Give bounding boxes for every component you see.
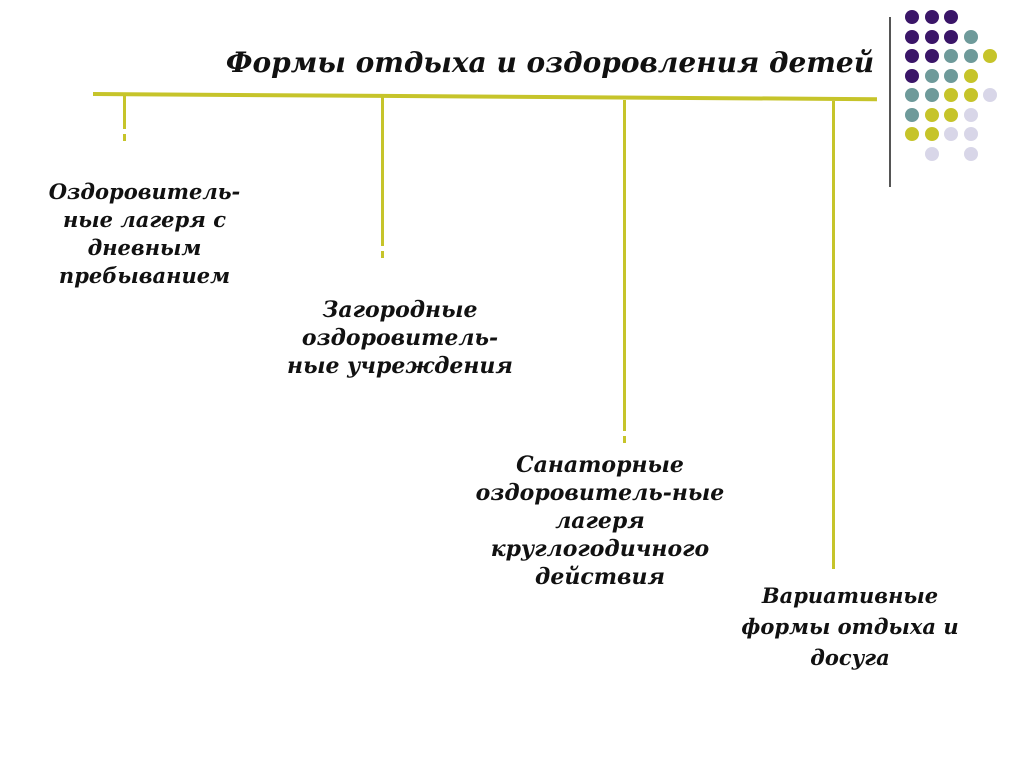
connector-4 — [832, 101, 835, 569]
decor-dot — [905, 108, 919, 122]
decor-dot — [964, 49, 978, 63]
decor-dot-grid — [905, 10, 1015, 170]
node-variable-forms: Вариативные формы отдыха и досуга — [741, 583, 959, 670]
decor-dot — [944, 108, 958, 122]
decor-dot — [905, 127, 919, 141]
node-country-institutions: Загородные оздоровитель-ные учреждения — [287, 297, 513, 379]
decor-dot — [905, 88, 919, 102]
decor-dot — [944, 69, 958, 83]
connector-2 — [381, 96, 384, 246]
decor-dot — [944, 88, 958, 102]
decor-dot — [964, 108, 978, 122]
diagram-title: Формы отдыха и оздоровления детей — [225, 46, 875, 79]
decor-dot — [964, 147, 978, 161]
decor-dot — [925, 49, 939, 63]
connector-3 — [623, 100, 626, 431]
decor-dot — [964, 30, 978, 44]
node-day-camps: Оздоровитель-ные лагеря с дневным пребыванием — [48, 179, 241, 288]
decor-dot — [925, 10, 939, 24]
decor-dot — [905, 49, 919, 63]
decor-dot — [925, 127, 939, 141]
decor-dot — [944, 127, 958, 141]
decor-vertical-rule — [889, 17, 891, 187]
decor-dot — [905, 30, 919, 44]
horizontal-connector — [93, 92, 877, 101]
decor-dot — [983, 49, 997, 63]
decor-dot — [964, 88, 978, 102]
decor-dot — [905, 69, 919, 83]
decor-dot — [944, 30, 958, 44]
node-sanatorium-camps: Санаторные оздоровитель-ные лагеря круглогодичного действия — [475, 452, 725, 590]
decor-dot — [964, 127, 978, 141]
decor-dot — [944, 10, 958, 24]
decor-dot — [905, 10, 919, 24]
decor-dot — [944, 49, 958, 63]
connector-1 — [123, 96, 126, 129]
decor-dot — [925, 108, 939, 122]
decor-dot — [983, 88, 997, 102]
decor-dot — [925, 147, 939, 161]
decor-dot — [925, 88, 939, 102]
decor-dot — [925, 69, 939, 83]
decor-dot — [925, 30, 939, 44]
decor-dot — [964, 69, 978, 83]
